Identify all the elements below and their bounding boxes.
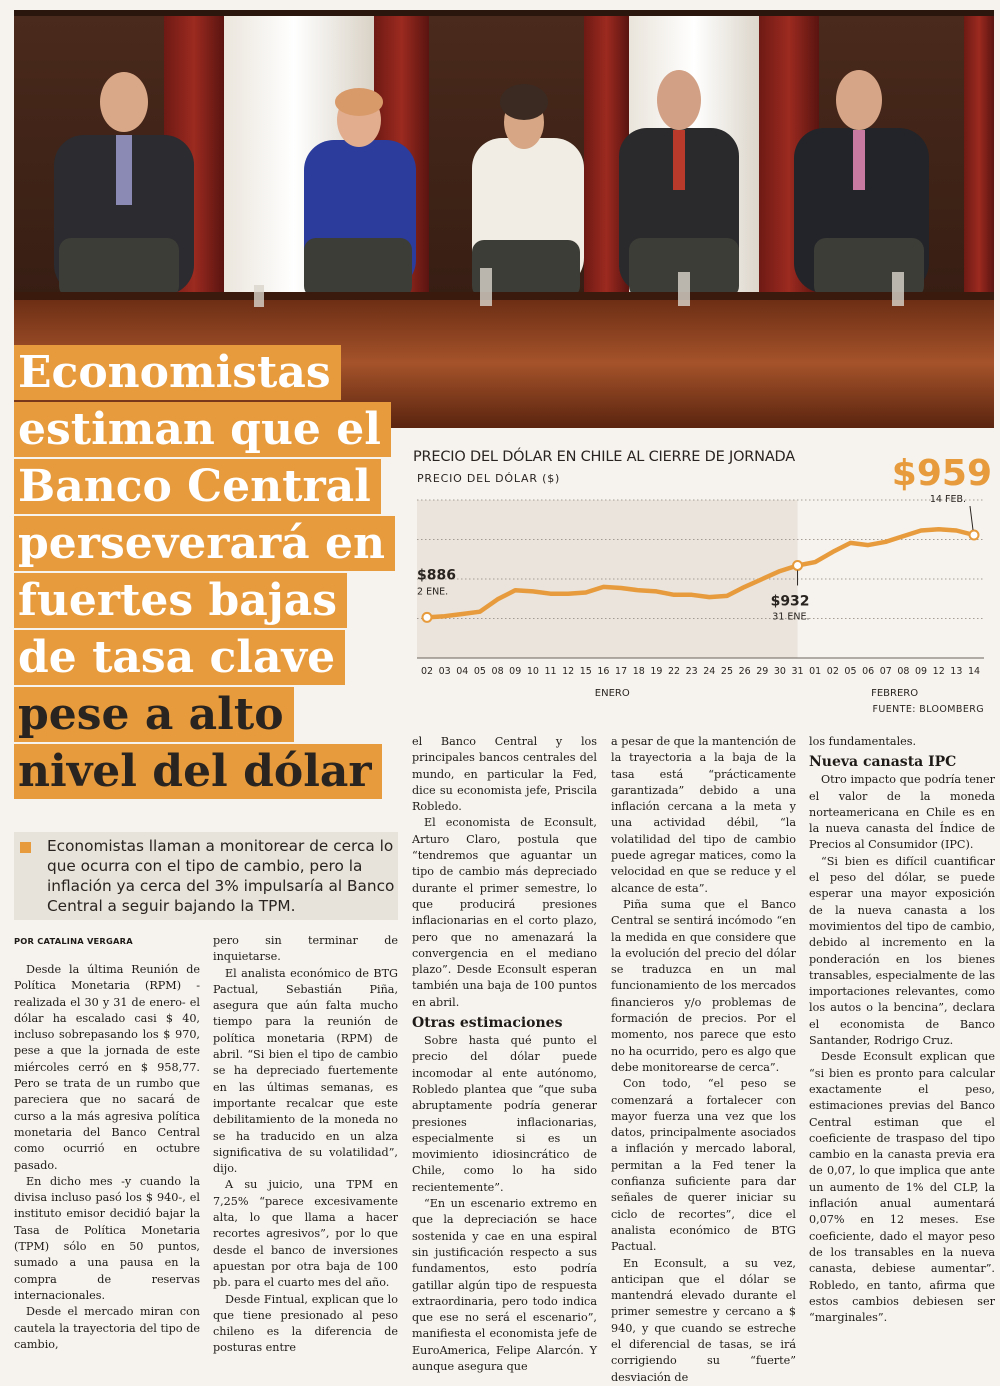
chart-x-tick: 19 (650, 666, 663, 677)
headline-line-dark: nivel del dólar (14, 744, 382, 799)
body-paragraph: En dicho mes -y cuando la divisa incluso pasó los $ 940-, el instituto emisor decidió bajar la Tasa de Política Monetaria (TPM) sólo en 50 puntos, sumado a una pausa en la compra de reservas internacionales. (14, 1174, 200, 1302)
body-paragraph: Desde el mercado miran con cautela la trayectoria del tipo de cambio, (14, 1305, 200, 1351)
chart-point (423, 613, 432, 622)
body-paragraph: “Si bien es difícil cuantificar el peso del dólar, se puede esperar una mayor exposición de la nueva canasta a los movimientos del tipo de cambio, debido al incremento en la ponderación en los bienes transables, especialmente de las importaciones relevantes, como los autos o la bencina”, declara el economista de Banco Santander, Rodrigo Cruz. (809, 854, 995, 1048)
section-subhead: Otras estimaciones (412, 1015, 563, 1032)
chart-x-tick: 13 (950, 666, 963, 677)
body-column-4 (611, 734, 796, 1386)
body-column-2 (213, 933, 398, 1357)
chart-x-tick: 30 (773, 666, 786, 677)
chart-x-tick: 24 (703, 666, 716, 677)
chart-x-tick: 16 (597, 666, 610, 677)
bullet-square-icon (20, 842, 31, 853)
chart-value-label: $932 (770, 593, 810, 610)
chart-ylabel: PRECIO DEL DÓLAR ($) (417, 472, 561, 485)
summary-box (14, 832, 398, 920)
body-paragraph: el Banco Central y los principales bancos centrales del mundo, en particular la Fed, dice su economista jefe, Priscila Robledo. (412, 735, 597, 814)
chart-x-tick: 02 (420, 666, 434, 677)
chart-x-tick: 10 (526, 666, 539, 677)
chart-x-tick: 12 (562, 666, 575, 677)
chart-month-label: FEBRERO (871, 688, 919, 699)
body-paragraph: a pesar de que la mantención de la trayectoria a la baja de la tasa está “prácticamente garantizada” debido a una inflación cercana a la meta y una actividad débil, “la volatilidad del tipo de cambio puede agregar matices, como la velocidad en que se reduce y el alcance de esta”. (611, 735, 796, 895)
chart-x-tick: 31 (791, 666, 804, 677)
body-paragraph: Otro impacto que podría tener el valor de la moneda norteamericana en Chile es en la nueva canasta del Índice de Precios al Consumidor (IPC). (809, 773, 995, 852)
body-paragraph: En Econsult, a su vez, anticipan que el dólar se mantendrá elevado durante el primer semestre y cercano a $ 940, y que cuando se estreche el diferencial de tasas, se irá corrigiendo su “fuerte” desviación de (611, 1256, 796, 1384)
body-paragraph: El economista de Econsult, Arturo Claro, postula que “tendremos que aguantar un tipo de cambio más depreciado durante el primer semestre, lo que producirá presiones inflacionarias en el corto plazo, pero que no amenazará la convergencia en el mediano plazo”. Desde Econsult esperan también una baja de 100 puntos en abril. (412, 816, 597, 1009)
chart-month-label: ENERO (594, 688, 630, 699)
chart-x-tick: 02 (826, 666, 839, 677)
body-column-1 (14, 962, 200, 1353)
chart-point (793, 561, 802, 570)
body-paragraph: Con todo, “el peso se comenzará a fortalecer con mayor fuerza una vez que los datos, principalmente asociados a inflación y mercado laboral, permitan a la Fed tener la confianza suficiente para dar señales de querer iniciar su ciclo de recortes”, dice el analista económico de BTG Pactual. (611, 1077, 796, 1254)
headline-line-dark: pese a alto (14, 687, 294, 742)
chart-date-label: 14 FEB. (929, 494, 966, 505)
chart-x-tick: 05 (473, 666, 486, 677)
headline-line: de tasa clave (14, 630, 345, 685)
section-subhead: Nueva canasta IPC (809, 754, 957, 771)
body-paragraph: Sobre hasta qué punto el precio del dólar puede incomodar al ente autónomo, Robledo plantea que “que suba abruptamente podría generar presiones inflacionarias, especialmente si es un movimiento idiosincrático de Chile, como lo ha sido recientemente”. (412, 1034, 597, 1194)
chart-x-tick: 12 (932, 666, 945, 677)
chart-x-tick: 22 (667, 666, 681, 677)
chart-x-tick: 08 (491, 666, 504, 677)
chart-point (970, 530, 979, 539)
body-paragraph: los fundamentales. (809, 735, 917, 748)
chart-plot (400, 440, 1000, 730)
chart-x-tick: 03 (438, 666, 451, 677)
chart-leader-line (970, 506, 973, 530)
chart-x-tick: 29 (756, 666, 769, 677)
body-paragraph: Desde Fintual, explican que lo que tiene presionado al peso chileno es la diferencia de posturas entre (213, 1292, 398, 1355)
dollar-price-chart (400, 440, 1000, 730)
chart-x-tick: 08 (897, 666, 910, 677)
chart-date-label: 31 ENE. (772, 611, 810, 623)
chart-x-tick: 06 (862, 666, 875, 677)
body-paragraph: pero sin terminar de inquietarse. (213, 934, 398, 964)
body-paragraph: El analista económico de BTG Pactual, Sebastián Piña, asegura que aún falta mucho tiempo para la reunión de política monetaria (RPM) de abril. “Si bien el tipo de cambio se ha depreciado fuertemente en las últimas semanas, es importante recalcar que este debilitamiento de la moneda no se ha traducido en un alza significativa de su volatilidad”, dijo. (213, 966, 398, 1176)
headline-line: estiman que el (14, 402, 391, 457)
chart-x-tick: 11 (544, 666, 557, 677)
chart-x-tick: 17 (615, 666, 628, 677)
body-column-3 (412, 734, 597, 1375)
chart-value-label: $959 (891, 453, 992, 494)
chart-x-tick: 18 (632, 666, 645, 677)
summary-text: Economistas llaman a monitorear de cerca lo que ocurra con el tipo de cambio, pero la inflación ya cerca del 3% impulsaría al Banco Central a seguir bajando la TPM. (47, 837, 395, 915)
chart-x-tick: 09 (509, 666, 522, 677)
chart-source: FUENTE: BLOOMBERG (872, 704, 984, 715)
chart-x-tick: 25 (720, 666, 734, 677)
chart-date-label: 2 ENE. (417, 586, 449, 598)
chart-x-tick: 26 (738, 666, 751, 677)
body-paragraph: “En un escenario extremo en que la depreciación se hace sostenida y cae en una espiral sin justificación respecto a sus fundamentos, esto podría gatillar algún tipo de respuesta extraordinaria, pero todo indica que ese no será el escenario”, manifiesta el economista jefe de EuroAmerica, Felipe Alarcón. Y aunque asegura que (412, 1197, 597, 1373)
chart-x-tick: 15 (579, 666, 592, 677)
chart-x-tick: 23 (685, 666, 698, 677)
chart-x-tick: 04 (456, 666, 469, 677)
headline-line: fuertes bajas (14, 573, 347, 628)
headline-line: Banco Central (14, 459, 381, 514)
chart-x-tick: 14 (967, 666, 981, 677)
chart-value-label: $886 (417, 567, 456, 584)
body-paragraph: Desde la última Reunión de Política Monetaria (RPM) -realizada el 30 y 31 de enero- el dólar ha escalado casi $ 40, incluso sobrepasando los $ 970, pese a que la jornada de este miércoles cerró en $ 958,77. Pero se trata de un rumbo que pareciera que no sacará de curso a la más agresiva política monetaria del Banco Central como ocurrió en octubre pasado. (14, 963, 200, 1172)
body-column-5 (809, 734, 995, 1326)
chart-x-tick: 09 (915, 666, 928, 677)
chart-x-tick: 07 (879, 666, 892, 677)
body-paragraph: Desde Econsult explican que “si bien es pronto para calcular exactamente el peso, estimaciones previas del Banco Central estiman que el coeficiente de traspaso del tipo cambio en la canasta previa era de 0,07, lo que implica que ante un aumento de 1% del CLP, la inflación anual aumentará 0,07% en 12 meses. Ese coeficiente, dado el mayor peso de los transables en la nueva canasta, debiese aumentar”. Robledo, en tanto, afirma que estos cambios debiesen ser “marginales”. (809, 1050, 995, 1325)
body-paragraph: A su juicio, una TPM en 7,25% “parece excesivamente alta, lo que llama a hacer recortes agresivos”, por lo que desde el banco de inversiones apuestan por otra baja de 100 pb. para el cuarto mes del año. (213, 1178, 398, 1290)
chart-title: PRECIO DEL DÓLAR EN CHILE AL CIERRE DE JORNADA (413, 449, 795, 465)
chart-x-tick: 01 (809, 666, 822, 677)
headline-line: perseverará en (14, 516, 395, 571)
headline-line: Economistas (14, 345, 341, 400)
byline: POR CATALINA VERGARA (14, 936, 133, 946)
body-paragraph: Piña suma que el Banco Central se sentirá incómodo “en la medida en que considere que la evolución del precio del dólar se traduzca en un mal funcionamiento de los mercados financieros y/o problemas de formación de precios. Por el momento, nos parece que esto no ha ocurrido, pero es algo que debe monitorearse de cerca”. (611, 897, 796, 1074)
chart-x-tick: 05 (844, 666, 857, 677)
